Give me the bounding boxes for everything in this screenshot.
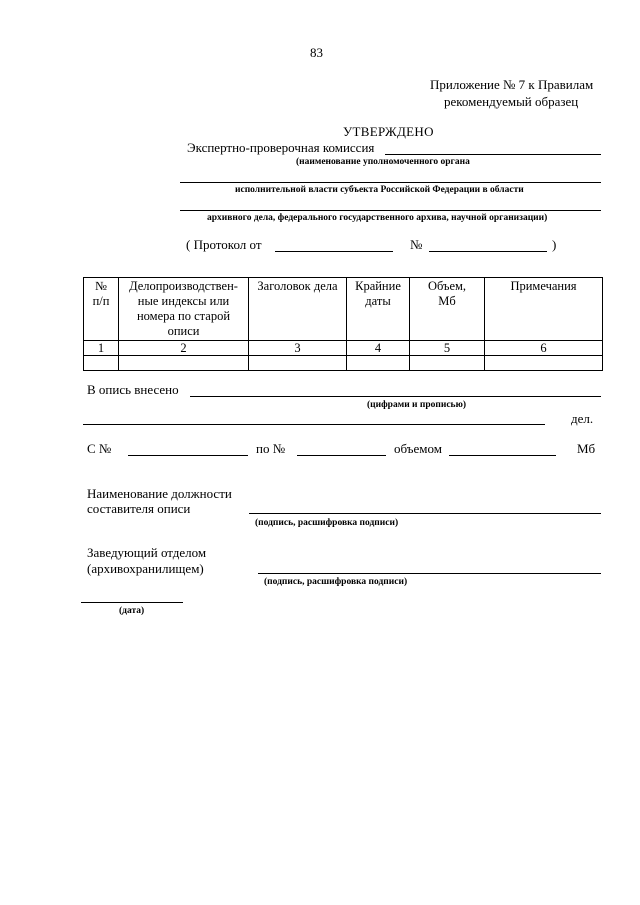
included-line-2	[83, 424, 545, 425]
included-line-1	[190, 396, 601, 397]
del-label: дел.	[571, 411, 594, 426]
head-signature-caption: (подпись, расшифровка подписи)	[264, 577, 408, 587]
compiler-position-line2: составителя описи	[87, 501, 191, 516]
organ-line-3	[180, 210, 601, 211]
head-line2: (архивохранилищем)	[87, 561, 204, 576]
commission-fill-line	[385, 154, 601, 155]
empty-cell	[347, 356, 410, 371]
table-empty-row	[84, 356, 603, 371]
appendix-line2: рекомендуемый образец	[444, 94, 579, 109]
empty-cell	[84, 356, 119, 371]
date-caption: (дата)	[119, 606, 145, 616]
included-caption: (цифрами и прописью)	[367, 400, 467, 410]
to-no-label: по №	[256, 441, 286, 456]
header-volume: Объем, Мб	[410, 278, 485, 341]
mb-label: Мб	[577, 441, 596, 456]
from-no-label: С №	[87, 441, 112, 456]
empty-cell	[119, 356, 249, 371]
col-num-1: 1	[84, 341, 119, 356]
appendix-line1: Приложение № 7 к Правилам	[430, 77, 594, 92]
protocol-number-line	[429, 251, 547, 252]
head-line1: Заведующий отделом	[87, 545, 207, 560]
protocol-date-line	[275, 251, 393, 252]
compiler-signature-caption: (подпись, расшифровка подписи)	[255, 518, 399, 528]
date-line	[81, 602, 183, 603]
from-no-line	[128, 455, 248, 456]
col-num-3: 3	[249, 341, 347, 356]
header-dates: Крайние даты	[347, 278, 410, 341]
compiler-position-line1: Наименование должности	[87, 486, 232, 501]
table-number-row	[84, 341, 603, 356]
page-number: 83	[310, 45, 323, 60]
col-num-2: 2	[119, 341, 249, 356]
protocol-close: )	[552, 237, 557, 252]
col-num-5: 5	[410, 341, 485, 356]
caption-organ: (наименование уполномоченного органа	[296, 157, 470, 167]
protocol-label: ( Протокол от	[186, 237, 262, 252]
compiler-signature-line	[249, 513, 601, 514]
organ-line-2	[180, 182, 601, 183]
header-title: Заголовок дела	[249, 278, 347, 341]
caption-archive: архивного дела, федерального государственного архива, научной организации)	[207, 213, 548, 223]
table-header-row	[84, 278, 603, 341]
volume-line	[449, 455, 556, 456]
col-num-6: 6	[485, 341, 603, 356]
header-no: № п/п	[84, 278, 119, 341]
approval-title: УТВЕРЖДЕНО	[343, 124, 434, 139]
head-signature-line	[258, 573, 601, 574]
empty-cell	[410, 356, 485, 371]
col-num-4: 4	[347, 341, 410, 356]
header-indexes: Делопроизводствен- ные индексы или номера по старой описи	[119, 278, 249, 341]
empty-cell	[249, 356, 347, 371]
empty-cell	[485, 356, 603, 371]
commission-label: Экспертно-проверочная комиссия	[187, 140, 375, 155]
volume-label: объемом	[394, 441, 442, 456]
caption-executive: исполнительной власти субъекта Российской Федерации в области	[235, 185, 524, 195]
to-no-line	[297, 455, 386, 456]
protocol-no: №	[410, 237, 423, 252]
included-label: В опись внесено	[87, 382, 179, 397]
inventory-table	[83, 277, 603, 371]
header-notes: Примечания	[485, 278, 603, 341]
